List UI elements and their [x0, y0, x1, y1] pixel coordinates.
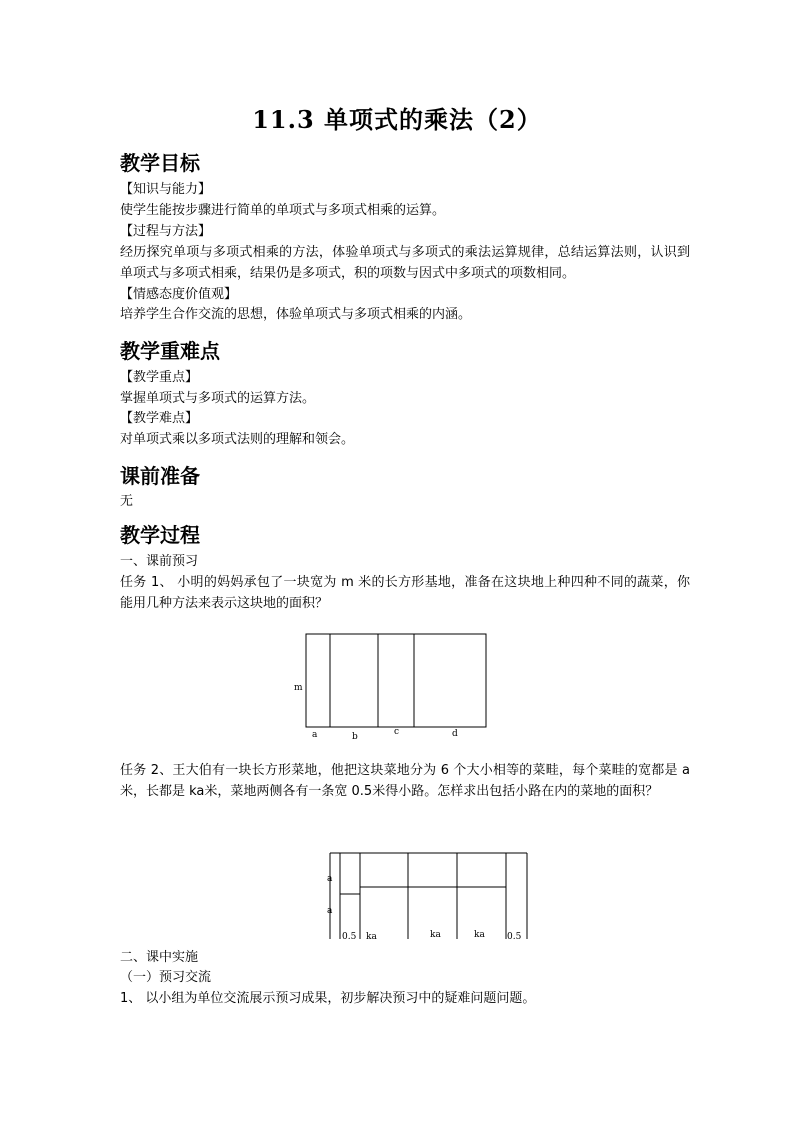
bottom-label-2: ka: [366, 932, 377, 942]
field-outline: [306, 634, 486, 727]
bottom-label-5: 0.5: [507, 932, 522, 942]
row-label-1: a: [327, 874, 333, 884]
knowledge-label: 【知识与能力】: [120, 182, 212, 197]
page-title: 11.3 单项式的乘法（2）: [252, 105, 542, 134]
figure-1-field-diagram: [290, 630, 495, 742]
key-label: 【教学重点】: [120, 370, 199, 385]
item1-text: 1、 以小组为单位交流展示预习成果，初步解决预习中的疑难问题问题。: [120, 991, 536, 1006]
heading-objectives: 教学目标: [120, 151, 200, 175]
label-b: b: [352, 732, 358, 742]
preparation-text: 无: [120, 494, 134, 509]
bottom-label-1: 0.5: [342, 932, 357, 942]
process-label: 【过程与方法】: [120, 224, 212, 239]
task1-text: 任务 1、 小明的妈妈承包了一块宽为 m 米的长方形基地，准备在这块地上种四种不同的蔬菜，你能用几种方法来表示这块地的面积？: [120, 575, 690, 611]
heading-process: 教学过程: [120, 523, 200, 547]
process-text: 经历探究单项与多项式相乘的方法，体验单项式与多项式的乘法运算规律，总结运算法则，认识到单项式与多项式相乘，结果仍是多项式，积的项数与因式中多项式的项数相同。: [120, 245, 690, 281]
label-a: a: [312, 730, 318, 740]
difficult-label: 【教学难点】: [120, 411, 199, 426]
bottom-label-3: ka: [430, 930, 441, 940]
row-label-2: a: [327, 906, 333, 916]
part1-title: 一、课前预习: [120, 554, 199, 569]
key-text: 掌握单项式与多项式的运算方法。: [120, 391, 316, 406]
label-c: c: [394, 727, 400, 737]
part2-title: 二、课中实施: [120, 950, 199, 965]
figure-2-garden-diagram: [320, 848, 535, 944]
heading-preparation: 课前准备: [120, 464, 200, 488]
task2-text: 任务 2、王大伯有一块长方形菜地，他把这块菜地分为 6 个大小相等的菜畦，每个菜畦的宽都是 a米，长都是 ka米，菜地两侧各有一条宽 0.5米得小路。怎样求出包括小路在内的菜地的面积？: [120, 763, 690, 799]
knowledge-text: 使学生能按步骤进行简单的单项式与多项式相乘的运算。: [120, 203, 446, 218]
sub1-title: （一）预习交流: [120, 970, 212, 985]
label-d: d: [452, 729, 458, 739]
label-m: m: [294, 683, 303, 693]
attitude-text: 培养学生合作交流的思想，体验单项式与多项式相乘的内涵。: [120, 307, 472, 322]
attitude-label: 【情感态度价值观】: [120, 287, 238, 302]
difficult-text: 对单项式乘以多项式法则的理解和领会。: [120, 432, 355, 447]
heading-key-points: 教学重难点: [120, 339, 220, 363]
bottom-label-4: ka: [474, 930, 485, 940]
